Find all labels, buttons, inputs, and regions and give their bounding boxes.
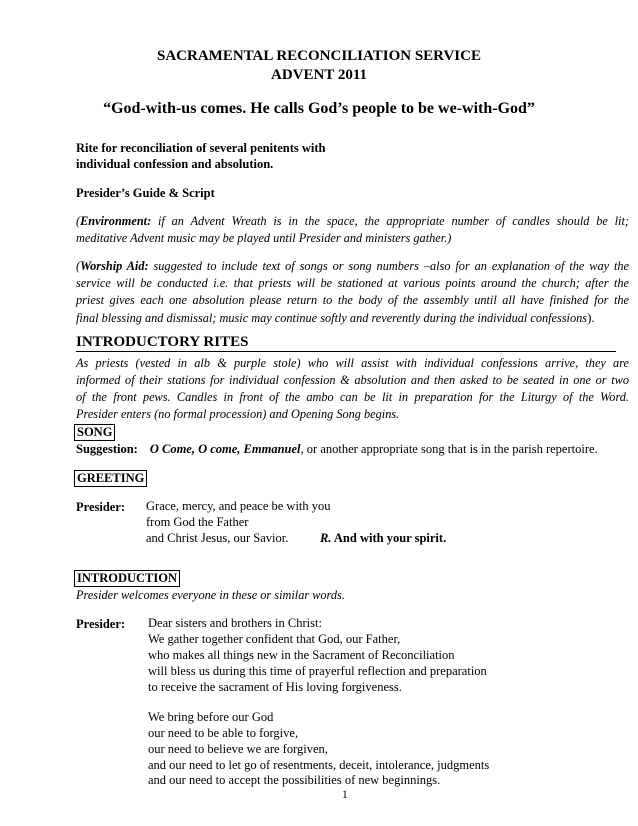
rite-description-line2: individual confession and absolution. [76,157,274,171]
introduction-line: who makes all things new in the Sacrament of Reconciliation [148,648,455,662]
song-suggestion-rest: , or another appropriate song that is in the parish repertoire. [300,442,598,456]
theme-quote: “God-with-us comes. He calls God’s people to be we-with-God” [103,100,535,117]
introduction-speaker: Presider: [76,617,126,631]
introduction-line: We bring before our God [148,710,274,724]
introduction-line: our need to be able to forgive, [148,726,299,740]
worship-aid-note-line1 [76,259,629,274]
introduction-line: our need to believe we are forgiven, [148,742,328,756]
environment-label: Environment: [80,214,152,228]
introduction-line: Dear sisters and brothers in Christ: [148,616,322,630]
rite-description-line1: Rite for reconciliation of several penitents with [76,141,326,155]
environment-text: if an Advent Wreath is in the space, the appropriate number of candles should be lit; [151,214,629,228]
document-title-line1: SACRAMENTAL RECONCILIATION SERVICE [157,48,481,64]
introduction-line: to receive the sacrament of His loving forgiveness. [148,680,402,694]
worship-aid-open-paren: ( [76,259,81,273]
worship-aid-note-line2: service will be conducted i.e. that priests will be stationed at various points around the church; after the [76,276,629,290]
introductory-rites-line4: Presider enters (no formal procession) and Opening Song begins. [76,407,400,421]
introduction-line: will bless us during this time of prayerful reflection and preparation [148,664,487,678]
section-heading-introductory-rites: INTRODUCTORY RITES [76,334,249,350]
document-title-line2: ADVENT 2011 [271,67,367,83]
environment-note-line1 [76,214,629,229]
introductory-rites-line1: As priests (vested in alb & purple stole) who will assist with individual confessions arrive, they are [76,356,629,370]
page-number: 1 [342,789,348,801]
greeting-line1: Grace, mercy, and peace be with you [146,499,331,513]
section-divider [76,351,616,352]
environment-note-line2: meditative Advent music may be played until Presider and ministers gather.) [76,231,452,245]
response-r-marker: R. [320,531,332,545]
environment-open-paren: ( [76,214,81,228]
worship-aid-line4-text: final blessing and dismissal; music may continue softly and reverently during the individual confessions [76,311,588,325]
song-title: O Come, O come, Emmanuel [149,442,301,456]
introduction-line: and our need to accept the possibilities of new beginnings. [148,773,441,787]
song-suggestion-line [76,442,598,457]
introduction-line: and our need to let go of resentments, deceit, intolerance, judgments [148,758,490,772]
greeting-speaker: Presider: [76,500,126,514]
greeting-response [320,531,446,546]
greeting-heading: GREETING [74,470,147,487]
introduction-rubric: Presider welcomes everyone in these or similar words. [76,588,345,602]
greeting-response-text: And with your spirit. [331,531,447,545]
introductory-rites-line3: of the front pews. Candles in front of the ambo can be lit in preparation for the Liturgy of the Word. [76,390,629,404]
song-suggestion-label: Suggestion: [76,442,138,456]
worship-aid-note-line3: priest gives each one absolution please return to the body of the assembly until all have finished for the [76,293,629,307]
worship-aid-label: Worship Aid: [80,259,149,273]
worship-aid-text: suggested to include text of songs or song numbers –also for an explanation of the way the [148,259,629,273]
worship-aid-close-paren: ). [587,310,595,325]
introduction-line: We gather together confident that God, our Father, [148,632,401,646]
introduction-heading: INTRODUCTION [74,570,180,587]
song-heading: SONG [74,424,115,441]
worship-aid-note-line4 [76,310,595,326]
greeting-line3: and Christ Jesus, our Savior. [146,531,289,545]
greeting-line2: from God the Father [146,515,249,529]
introductory-rites-line2: informed of their stations for individual confession & absolution and then asked to be seated in one or two [76,373,629,387]
guide-title: Presider’s Guide & Script [76,186,215,200]
